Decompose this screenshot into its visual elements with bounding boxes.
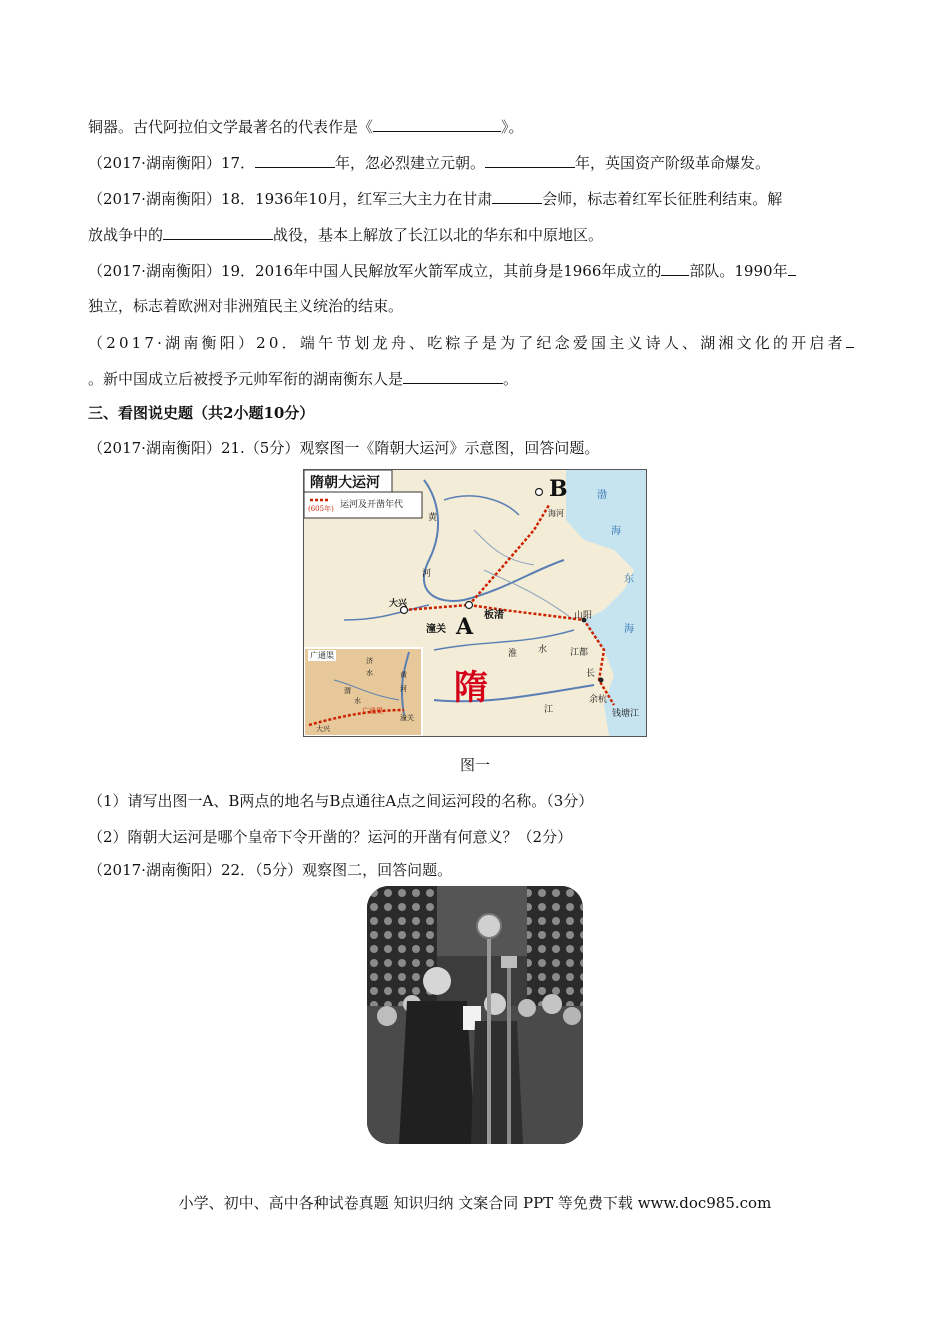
question-21: （2017·湖南衡阳）21.（5分）观察图一《隋朝大运河》示意图，回答问题。 bbox=[88, 439, 600, 457]
text-segment: 战役，基本上解放了长江以北的华东和中原地区。 bbox=[273, 226, 604, 244]
question-22: （2017·湖南衡阳）22．（5分）观察图二，回答问题。 bbox=[88, 861, 453, 879]
map-label-a: A bbox=[456, 614, 474, 640]
text-segment: 》。 bbox=[501, 118, 524, 136]
question-21-2: （2）隋朝大运河是哪个皇帝下令开凿的？运河的开凿有何意义？（2分） bbox=[88, 828, 573, 846]
inset-shui2: 水 bbox=[354, 697, 361, 705]
inset-huang: 黄 bbox=[400, 671, 407, 679]
answer-blank[interactable] bbox=[788, 260, 796, 276]
answer-blank[interactable] bbox=[492, 188, 542, 204]
sea-dong: 东 bbox=[624, 574, 634, 585]
question-18-line1 bbox=[88, 188, 868, 209]
text-segment: 会师，标志着红军长征胜利结束。解 bbox=[542, 190, 783, 208]
place-haihe: 海河 bbox=[548, 509, 564, 518]
river-huang: 黄 bbox=[428, 513, 438, 523]
answer-blank[interactable] bbox=[846, 332, 854, 348]
inset-title: 广通渠 bbox=[310, 651, 334, 660]
sea-hai-east: 海 bbox=[624, 624, 634, 635]
question-20-line2 bbox=[88, 368, 868, 389]
question-19-line1 bbox=[88, 260, 868, 281]
inset-wei: 渭 bbox=[344, 687, 351, 695]
text-segment: 。 bbox=[503, 370, 519, 388]
text-segment: （2017·湖南衡阳）17． bbox=[88, 154, 256, 172]
river-he: 河 bbox=[422, 569, 432, 579]
question-21-1: （1）请写出图一A、B两点的地名与B点通往A点之间运河段的名称。（3分） bbox=[88, 792, 594, 810]
inset-he: 河 bbox=[400, 685, 407, 693]
answer-blank[interactable] bbox=[485, 152, 575, 168]
answer-blank[interactable] bbox=[255, 152, 335, 168]
inset-tongguan: 潼关 bbox=[400, 714, 414, 722]
sui-grand-canal-map bbox=[303, 469, 647, 737]
river-jiang: 江 bbox=[544, 705, 554, 715]
map-label-b: B bbox=[549, 476, 568, 502]
text-segment: （2017·湖南衡阳）20．端午节划龙舟、吃粽子是为了纪念爱国主义诗人、湖湘文化的开启者 bbox=[88, 334, 846, 352]
question-18-line2 bbox=[88, 224, 868, 245]
text-segment: 年，英国资产阶级革命爆发。 bbox=[575, 154, 771, 172]
inset-ji: 济 bbox=[366, 657, 373, 665]
page-footer: 小学、初中、高中各种试卷真题 知识归纳 文案合同 PPT 等免费下载 www.doc985.com bbox=[178, 1194, 772, 1212]
place-banzhu: 板渚 bbox=[484, 610, 504, 621]
answer-blank[interactable] bbox=[403, 368, 503, 384]
inset-shui: 水 bbox=[366, 669, 373, 677]
text-segment: 部队。1990年 bbox=[689, 262, 788, 280]
sea-hai: 海 bbox=[611, 526, 621, 537]
answer-blank[interactable] bbox=[163, 224, 273, 240]
place-daxing: 大兴 bbox=[389, 599, 408, 609]
place-qiantangjiang: 钱塘江 bbox=[612, 709, 640, 719]
place-shanyang: 山阳 bbox=[574, 611, 593, 621]
place-tongguan: 潼关 bbox=[426, 624, 446, 635]
map-label-sui: 隋 bbox=[454, 668, 488, 708]
map-legend-year: (605年) bbox=[308, 505, 334, 513]
text-segment: 。新中国成立后被授予元帅军衔的湖南衡东人是 bbox=[88, 370, 404, 388]
inset-daxing: 大兴 bbox=[316, 725, 330, 733]
river-huai: 淮 bbox=[508, 649, 518, 659]
river-chang: 长 bbox=[586, 669, 596, 679]
section-3-title: 三、看图说史题（共2小题10分） bbox=[88, 404, 315, 422]
sea-bo: 渤 bbox=[597, 490, 607, 501]
map-title: 隋朝大运河 bbox=[310, 475, 380, 491]
question-19-line2 bbox=[88, 296, 868, 316]
text-segment: 独立，标志着欧洲对非洲殖民主义统治的结束。 bbox=[88, 297, 404, 315]
inset-canal: 广通渠 bbox=[362, 707, 383, 715]
text-segment: 年，忽必烈建立元朝。 bbox=[335, 154, 486, 172]
answer-blank[interactable] bbox=[661, 260, 689, 276]
text-segment: （2017·湖南衡阳）18．1936年10月，红军三大主力在甘肃 bbox=[88, 190, 493, 208]
text-segment: 放战争中的 bbox=[88, 226, 164, 244]
figure-caption: 图一 bbox=[459, 756, 490, 774]
text-segment: 铜器。古代阿拉伯文学最著名的代表作是《 bbox=[88, 118, 374, 136]
map-legend-text: 运河及开凿年代 bbox=[340, 500, 404, 510]
question-17 bbox=[88, 152, 868, 173]
question-20-line1 bbox=[88, 332, 868, 353]
place-yuhang: 余杭 bbox=[589, 695, 608, 705]
answer-blank[interactable] bbox=[373, 116, 501, 132]
line-arabic-literature bbox=[88, 116, 868, 137]
place-jiangdu: 江都 bbox=[570, 648, 589, 658]
historical-photo bbox=[367, 886, 583, 1144]
text-segment: （2017·湖南衡阳）19．2016年中国人民解放军火箭军成立，其前身是1966年成立的 bbox=[88, 262, 662, 280]
river-shui: 水 bbox=[538, 645, 548, 655]
